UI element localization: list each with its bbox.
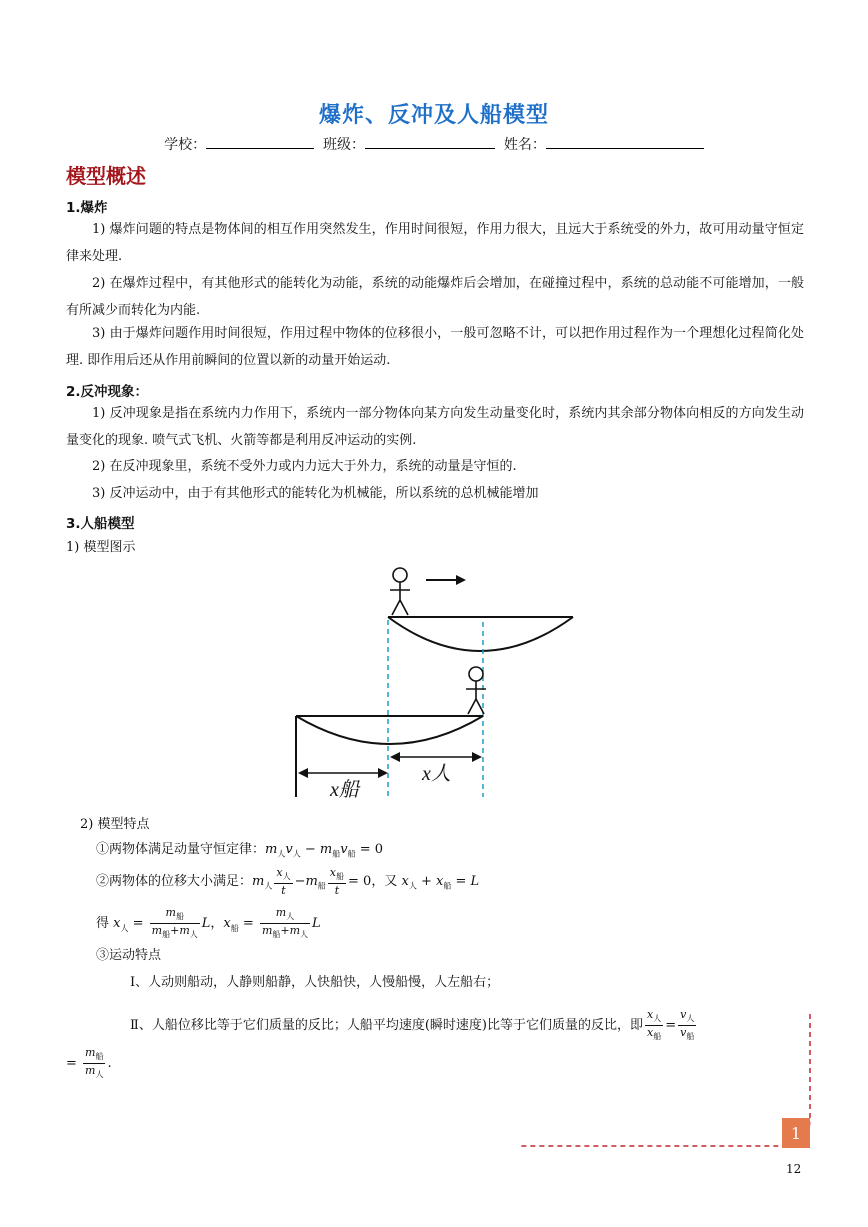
section-title: 模型概述 (66, 164, 146, 188)
recoil-p2: 2) 在反冲现象里，系统不受外力或内力远大于外力，系统的动量是守恒的. (92, 459, 517, 474)
feature-2: ②两物体的位移大小满足：$m_人$ $x_人$ t $-m_船$ $x_船$ t = 0，又 $x_人 + x_船 = L$ (96, 866, 480, 898)
recoil-p3: 3) 反冲运动中，由于有其他形式的能转化为机械能，所以系统的总机械能增加 (92, 486, 539, 501)
feature-1: ①两物体满足动量守恒定律：$m_人v_人 - m_船v_船 = 0$ (96, 842, 383, 859)
person-boat-diagram (290, 560, 590, 805)
feature-3-label: ③运动特点 (96, 948, 162, 963)
heading-explosion: 1.爆炸 (66, 200, 108, 216)
recoil-p1: 1) 反冲现象是指在系统内力作用下，系统内一部分物体向某方向发生动量变化时，系统内其余部分物体向相反的方向发生动量变化的现象. 喷气式飞机、火箭等都是利用反冲运动的实例. (66, 406, 804, 448)
explosion-p2: 2) 在爆炸过程中，有其他形式的能转化为动能，系统的动能爆炸后会增加，在碰撞过程中，系统的总动能不可能增加，一般有所减少而转化为内能. (66, 276, 804, 318)
x-boat-label: x船 (330, 779, 359, 801)
school-label: 学校： (164, 137, 207, 153)
x-person-label: x人 (422, 763, 451, 785)
page-corner-decoration (510, 1010, 820, 1150)
school-blank (206, 136, 314, 149)
feature-3-item-1: Ⅰ、人动则船动，人静则船静，人快船快，人慢船慢，人左船右； (130, 975, 500, 990)
class-label: 班级： (323, 137, 365, 153)
arrow-icon (426, 575, 466, 585)
heading-person-boat: 3.人船模型 (66, 516, 135, 532)
person-before (390, 568, 410, 615)
boat-before (388, 617, 573, 651)
figure-label: 1) 模型图示 (66, 540, 136, 555)
feature-3-item-2-cont: = $m_船$ $m_人$ . (66, 1046, 112, 1080)
page-number: 12 (786, 1162, 802, 1176)
student-info-line (0, 134, 868, 154)
explosion-p1: 1) 爆炸问题的特点是物体间的相互作用突然发生，作用时间很短，作用力很大，且远大于系统受的外力，故可用动量守恒定律来处理. (66, 222, 804, 264)
x-person-arrow (390, 752, 482, 762)
feature-3-item-2: Ⅱ、人船位移比等于它们质量的反比；人船平均速度(瞬时速度)比等于它们质量的反比，即 $x_人$ $x_船$ = $v_人$ $v_船$ (130, 1008, 695, 1042)
page-title: 爆炸、反冲及人船模型 (318, 103, 549, 128)
explosion-p3: 3) 由于爆炸问题作用时间很短，作用过程中物体的位移很小，一般可忽略不计，可以把作用过程作为一个理想化过程简化处理. 即作用后还从作用前瞬间的位置以新的动量开始运动. (66, 326, 804, 368)
name-label: 姓名： (503, 137, 546, 153)
class-blank (365, 136, 495, 149)
x-boat-arrow (298, 768, 388, 778)
page-badge: 1 (782, 1120, 810, 1148)
name-blank (546, 136, 704, 149)
feature-2-result: 得 $x_人$ = $m_船$ $m_船+m_人$ L，$x_船$ = $m_人$ $m_船+m_人$ L (96, 906, 321, 940)
heading-recoil: 2.反冲现象： (66, 384, 149, 400)
features-label: 2) 模型特点 (80, 817, 150, 832)
